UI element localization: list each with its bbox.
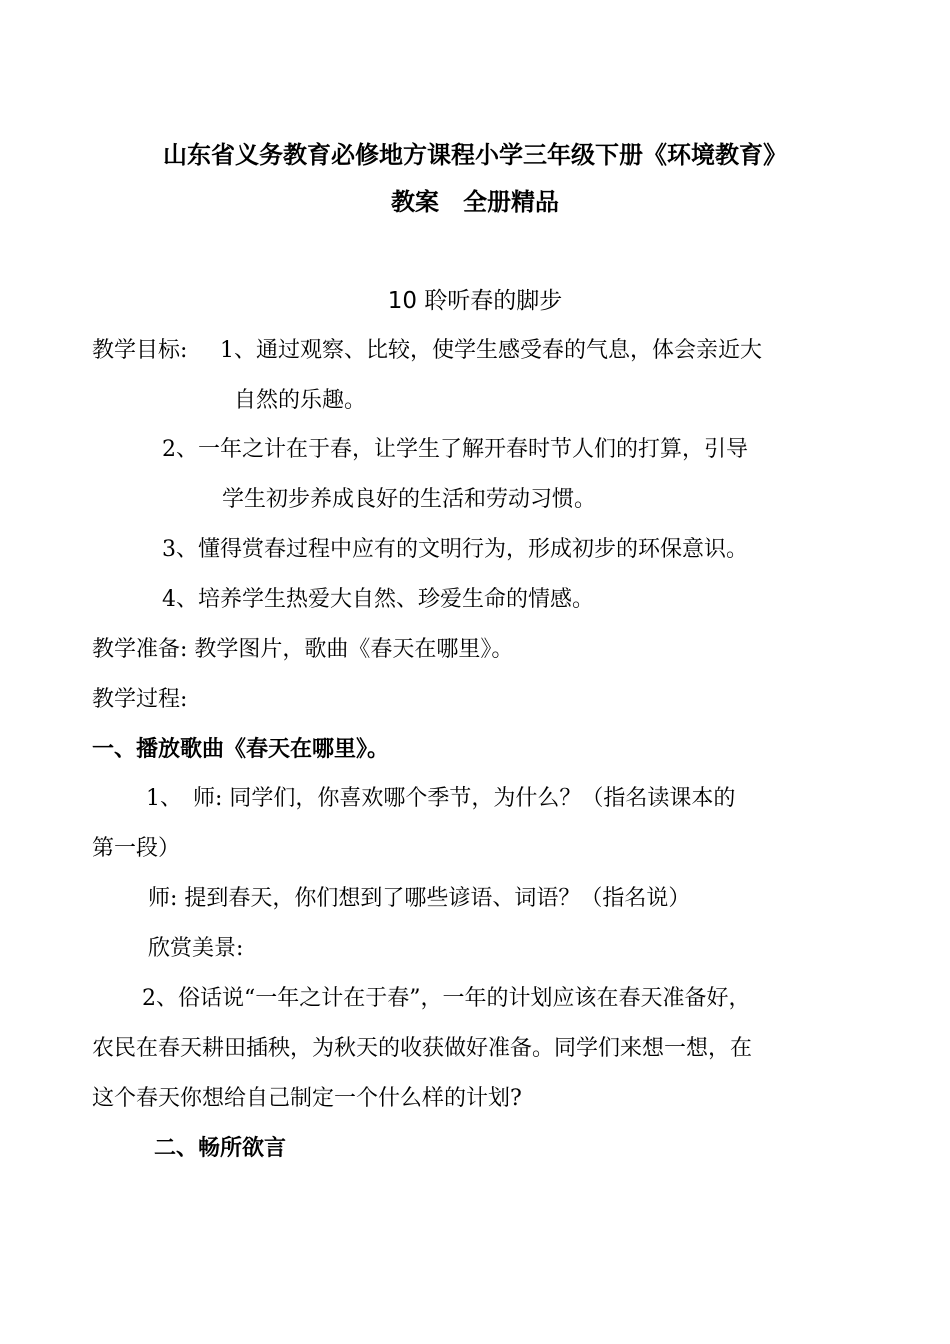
lesson-title: 10 聆听春的脚步 <box>387 288 563 314</box>
goal-1-line-b: 自然的乐趣。 <box>234 388 367 413</box>
section-1-para-4-line-b: 农民在春天耕田插秧，为秋天的收获做好准备。同学们来想一想，在 <box>92 1036 753 1061</box>
goals-label: 教学目标: <box>92 338 188 363</box>
section-1-para-3: 欣赏美景: <box>148 936 244 961</box>
goal-2-line-b: 学生初步养成良好的生活和劳动习惯。 <box>222 487 597 512</box>
section-1-para-1-line-a: 1、 师: 同学们，你喜欢哪个季节，为什么？（指名读课本的 <box>146 786 736 811</box>
section-1-heading: 一、播放歌曲《春天在哪里》。 <box>92 737 390 762</box>
goal-2-line-a: 2、一年之计在于春，让学生了解开春时节人们的打算，引导 <box>162 437 748 462</box>
section-1-para-4-line-c: 这个春天你想给自己制定一个什么样的计划? <box>92 1086 522 1111</box>
goal-3: 3、懂得赏春过程中应有的文明行为，形成初步的环保意识。 <box>162 537 748 562</box>
section-2-heading: 二、畅所欲言 <box>154 1136 287 1161</box>
teaching-preparation: 教学准备: 教学图片，歌曲《春天在哪里》。 <box>92 637 514 662</box>
section-1-para-4-line-a: 2、俗话说“一年之计在于春”，一年的计划应该在春天准备好， <box>142 986 751 1011</box>
section-1-para-1-line-b: 第一段） <box>92 836 181 861</box>
teaching-process-label: 教学过程: <box>92 687 188 712</box>
goal-4: 4、培养学生热爱大自然、珍爱生命的情感。 <box>162 587 594 612</box>
section-1-para-2: 师: 提到春天，你们想到了哪些谚语、词语？（指名说） <box>148 886 691 911</box>
goal-1-line-a: 1、通过观察、比较，使学生感受春的气息，体会亲近大 <box>220 338 762 363</box>
doc-title-line1: 山东省义务教育必修地方课程小学三年级下册《环境教育》 <box>163 141 787 169</box>
doc-title-line2: 教案 全册精品 <box>391 188 559 216</box>
